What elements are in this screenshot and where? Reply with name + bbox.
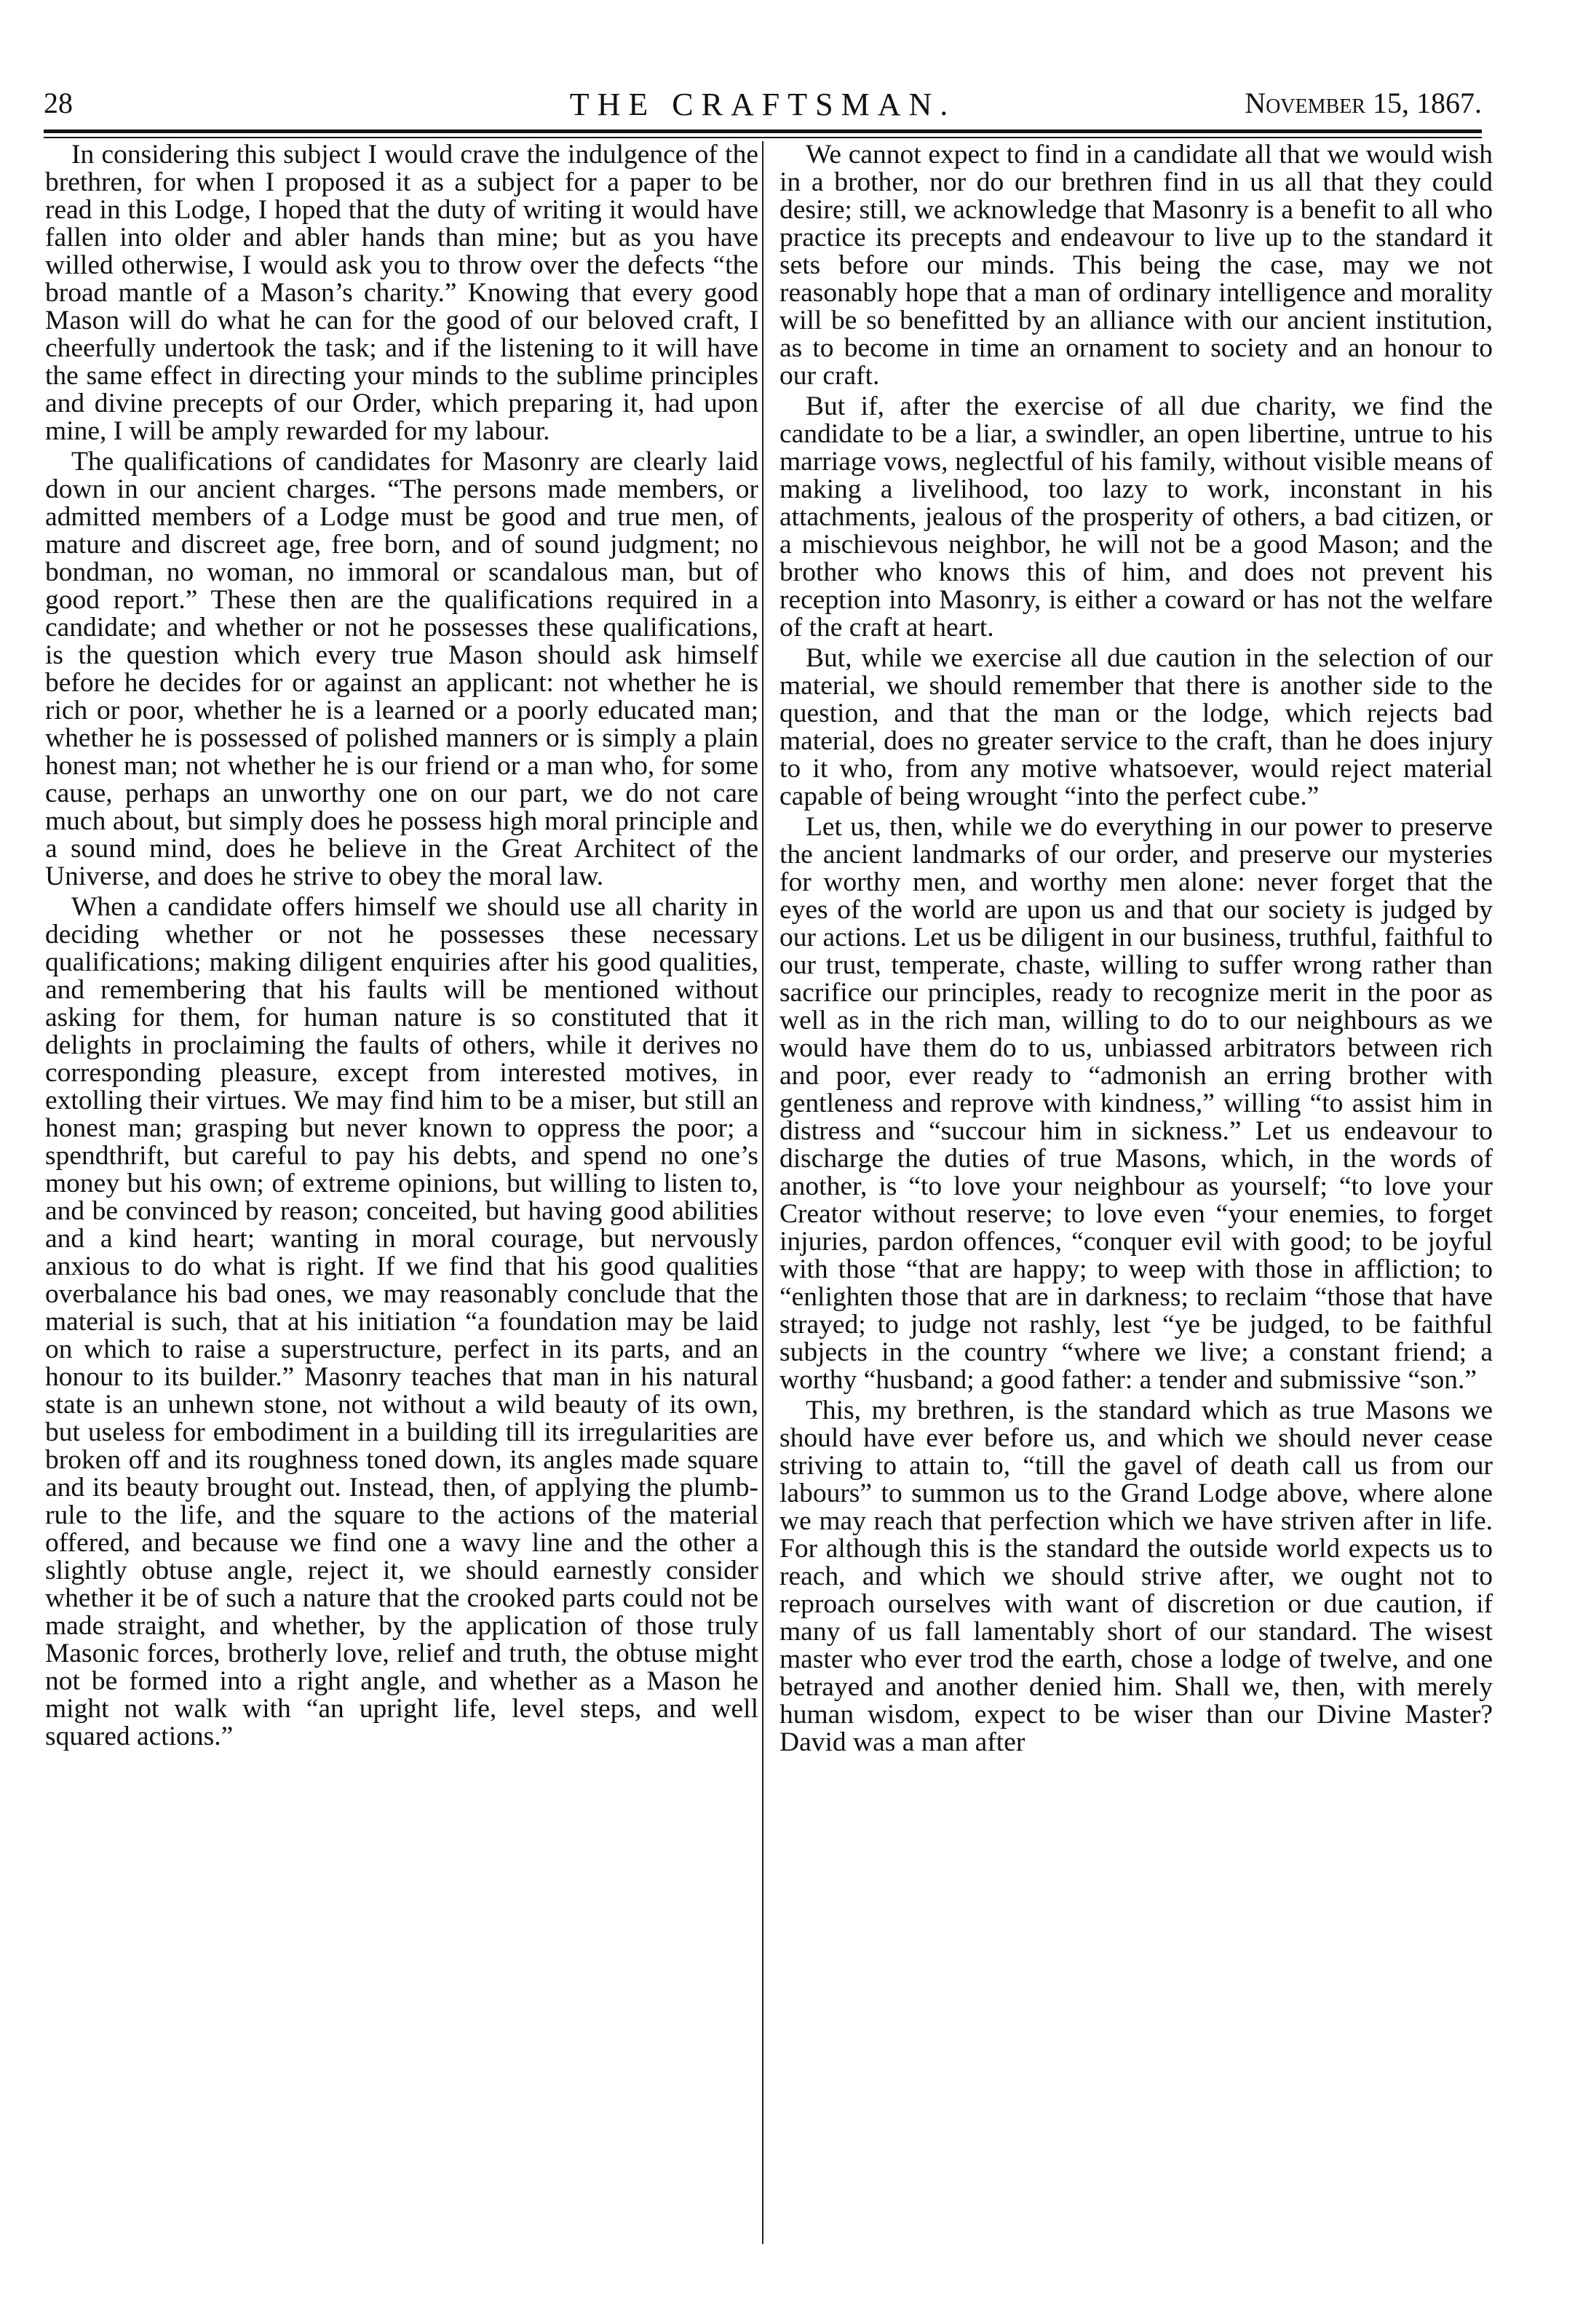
page-number: 28 xyxy=(44,87,73,119)
paragraph: Let us, then, while we do everything in our power to preserve the ancient landmarks of our order, and preserve our mysteries for worthy men, and worthy men alone: never forget that the eyes of the world are upon us and that our society is judged by our actions. Let us be diligent in our business, truthful, faithful to our trust, temperate, chaste, willing to suffer wrong rather than sacrifice our principles, ready to recognize merit in the poor as well as in the rich man, willing to do to our neighbours as we would have them do to us, unbiassed arbitrators between rich and poor, ever ready to “admonish an erring brother with gentleness and reprove with kindness,” willing “to assist him in distress and “succour him in sickness.” Let us endeavour to discharge the duties of true Masons, which, in the words of another, is “to love your neighbour as yourself; “to love your Creator without reserve; to love even “your enemies, to forget injuries, pardon offences, “conquer evil with good; to be joyful with those “that are happy; to weep with those in affliction; to “enlighten those that are in darkness; to reclaim “those that have strayed; to judge not rashly, lest “ye be judged, to be faithful subjects in the country “where we live; a constant friend; a worthy “husband; a good father: a tender and submissive “son.” xyxy=(779,812,1493,1395)
issue-date: November 15, 1867. xyxy=(1245,87,1482,119)
page-header xyxy=(44,86,1482,130)
right-column xyxy=(779,141,1493,1759)
journal-title: THE CRAFTSMAN. xyxy=(569,87,956,122)
paragraph: But, while we exercise all due caution in the selection of our material, we should remember that there is another side to the question, and that the man or the lodge, which rejects bad material, does no greater service to the craft, than he does injury to it who, from any motive whatsoever, would reject material capable of being wrought “into the perfect cube.” xyxy=(779,643,1493,811)
paragraph: When a candidate offers himself we should use all charity in deciding whether or not he possesses these necessary qualifications; making diligent enquiries after his good qualities, and remembering that his faults will be mentioned without asking for them, for human nature is so constituted that it delights in proclaiming the faults of others, while it derives no corresponding pleasure, except from interested motives, in extolling their virtues. We may find him to be a miser, but still an honest man; grasping but never known to oppress the poor; a spendthrift, but careful to pay his debts, and spend no one’s money but his own; of extreme opinions, but willing to listen to, and be convinced by reason; conceited, but having good abilities and a kind heart; wanting in moral courage, but nervously anxious to do what is right. If we find that his good qualities overbalance his bad ones, we may reasonably conclude that the material is such, that at his initiation “a foundation may be laid on which to raise a superstructure, perfect in its parts, and an honour to its builder.” Masonry teaches that man in his natural state is an unhewn stone, not without a wild beauty of its own, but useless for embodiment in a building till its irregularities are broken off and its roughness toned down, its angles made square and its beauty brought out. Instead, then, of applying the plumb-rule to the life, and the square to the actions of the material offered, and because we find one a wavy line and the other a slightly obtuse angle, reject it, we should earnestly consider whether it be of such a nature that the crooked parts could not be made straight, and whether, by the application of those truly Masonic forces, brotherly love, relief and truth, the obtuse might not be formed into a right angle, and whether as a Mason he might not walk with “an upright life, level steps, and well squared actions.” xyxy=(45,892,758,1751)
header-rule-thin xyxy=(44,137,1482,138)
paragraph: But if, after the exercise of all due charity, we find the candidate to be a liar, a swindler, an open libertine, untrue to his marriage vows, neglectful of his family, without visible means of making a livelihood, too lazy to work, inconstant in his attachments, jealous of the prosperity of others, a bad citizen, or a mischievous neighbor, he will not be a good Mason; and the brother who knows this of him, and does not prevent his reception into Masonry, is either a coward or has not the welfare of the craft at heart. xyxy=(779,391,1493,642)
column-divider xyxy=(762,141,763,2244)
paragraph: The qualifications of candidates for Masonry are clearly laid down in our ancient charges. “The persons made members, or admitted members of a Lodge must be good and true men, of mature and discreet age, free born, and of sound judgment; no bondman, no woman, no immoral or scandalous man, but of good report.” These then are the qualifications required in a candidate; and whether or not he possesses these qualifications, is the question which every true Mason should ask himself before he decides for or against an applicant: not whether he is rich or poor, whether he is a learned or a poorly educated man; whether he is possessed of polished manners or is simply a plain honest man; not whether he is our friend or a man who, for some cause, perhaps an unworthy one on our part, we do not care much about, but simply does he possess high moral principle and a sound mind, does he believe in the Great Architect of the Universe, and does he strive to obey the moral law. xyxy=(45,447,758,891)
paragraph: We cannot expect to find in a candidate all that we would wish in a brother, nor do our brethren find in us all that they could desire; still, we acknowledge that Masonry is a benefit to all who practice its precepts and endeavour to live up to the standard it sets before our minds. This being the case, may we not reasonably hope that a man of ordinary intelligence and morality will be so benefitted by an alliance with our ancient institution, as to become in time an ornament to society and an honour to our craft. xyxy=(779,140,1493,391)
paragraph: This, my brethren, is the standard which as true Masons we should have ever before us, and which we should never cease striving to attain to, “till the gavel of death call us from our labours” to summon us to the Grand Lodge above, where alone we may reach that perfection which we have striven after in life. For although this is the standard the outside world expects us to reach, and which we should strive after, we ought not to reproach ourselves with want of discretion or due caution, if many of us fall lamentably short of our standard. The wisest master who ever trod the earth, chose a lodge of twelve, and one betrayed and another denied him. Shall we, then, with merely human wisdom, expect to be wiser than our Divine Master? David was a man after xyxy=(779,1396,1493,1757)
header-rule-thick xyxy=(44,130,1482,133)
left-column xyxy=(45,141,758,1754)
paragraph: In considering this subject I would crave the indulgence of the brethren, for when I proposed it as a subject for a paper to be read in this Lodge, I hoped that the duty of writing it would have fallen into older and abler hands than mine; but as you have willed otherwise, I would ask you to throw over the defects “the broad mantle of a Mason’s charity.” Knowing that every good Mason will do what he can for the good of our beloved craft, I cheerfully undertook the task; and if the listening to it will have the same effect in directing your minds to the sublime principles and divine precepts of our Order, which preparing it, had upon mine, I will be amply rewarded for my labour. xyxy=(45,140,758,446)
